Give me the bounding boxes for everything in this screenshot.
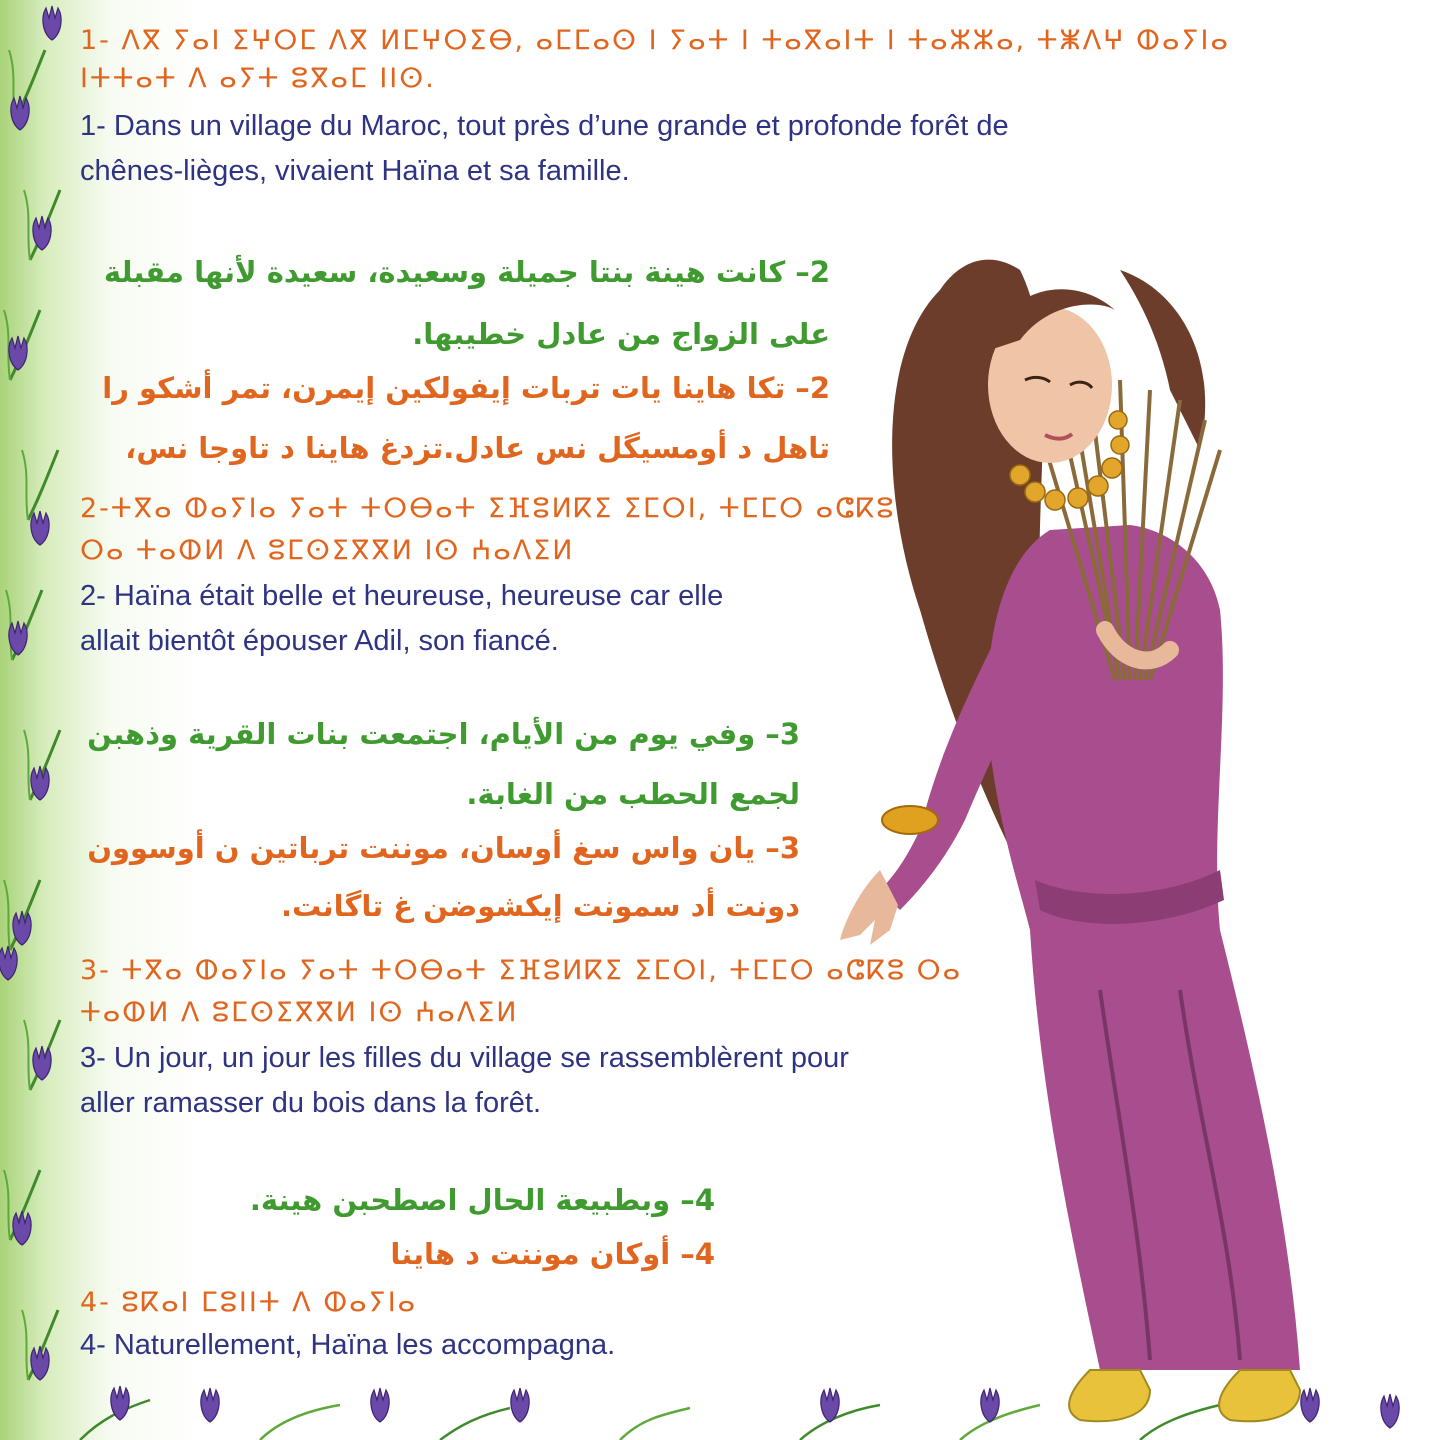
section-3-arabic-orange-line-2: دونت أد سمونت إيكشوضن غ تاگانت. [281, 889, 800, 923]
section-3-arabic-green-line-2: لجمع الحطب من الغابة. [466, 777, 800, 811]
section-1-tifinagh-line-2: ⵏⵜⵜⴰⵜ ⴷ ⴰⵢⵜ ⵓⴳⴰⵎ ⵏⵏⵙ. [80, 63, 436, 94]
section-3-french-line-1: 3- Un jour, un jour les filles du village se rassemblèrent pour [80, 1042, 849, 1074]
section-3-arabic-green-line-1: 3– وفي يوم من الأيام، اجتمعت بنات القرية وذهبن [87, 717, 800, 751]
tulip-icon [0, 6, 61, 1380]
right-shoe [1219, 1370, 1300, 1421]
section-1-tifinagh-line-1: 1- ⴷⴳ ⵢⴰⵏ ⵉⵖⵔⵎ ⴷⴳ ⵍⵎⵖⵔⵉⴱ, ⴰⵎⵎⴰⵙ ⵏ ⵢⴰⵜ ⵏ ⵜⴰⴳⴰⵏⵜ ⵏ ⵜⴰⵣⵣⴰ, ⵜⵥⴷⵖ ⵀⴰⵢⵏⴰ [80, 25, 1230, 56]
section-2-french-line-1: 2- Haïna était belle et heureuse, heureuse car elle [80, 580, 724, 612]
section-2-tifinagh-line-2: ⵔⴰ ⵜⴰⵀⵍ ⴷ ⵓⵎⵙⵉⴳⴳⵍ ⵏⵙ ⵄⴰⴷⵉⵍ [80, 535, 575, 566]
section-2-arabic-green-line-2: على الزواج من عادل خطيبها. [412, 317, 830, 351]
section-1-french-line-2: chênes-lièges, vivaient Haïna et sa famille. [80, 155, 630, 187]
left-shoe [1069, 1370, 1150, 1421]
section-3-french-line-2: aller ramasser du bois dans la forêt. [80, 1087, 541, 1119]
section-2-arabic-green-line-1: 2– كانت هينة بنتا جميلة وسعيدة، سعيدة لأنها مقبلة [103, 255, 830, 289]
section-3-arabic-orange-line-1: 3– يان واس سغ أوسان، موننت ترباتين ن أوسوون [87, 831, 800, 865]
section-2-french-line-2: allait bientôt épouser Adil, son fiancé. [80, 625, 559, 657]
section-3-tifinagh-line-1: 3- ⵜⴳⴰ ⵀⴰⵢⵏⴰ ⵢⴰⵜ ⵜⵔⴱⴰⵜ ⵉⴼⵓⵍⴽⵉ ⵉⵎⵔⵏ, ⵜⵎⵎⵔ ⴰⵛⴽⵓ ⵔⴰ [80, 955, 963, 986]
section-2-arabic-orange-line-1: 2– تكا هاينا يات تربات إيفولكين إيمرن، تمر أشكو را [102, 371, 830, 405]
section-4-arabic-green-line-1: 4– وبطبيعة الحال اصطحبن هينة. [249, 1183, 715, 1217]
section-4-french-line-1: 4- Naturellement, Haïna les accompagna. [80, 1329, 616, 1361]
floral-border-left [0, 0, 70, 1440]
section-3-tifinagh-line-2: ⵜⴰⵀⵍ ⴷ ⵓⵎⵙⵉⴳⴳⵍ ⵏⵙ ⵄⴰⴷⵉⵍ [80, 997, 519, 1028]
section-1-french-line-1: 1- Dans un village du Maroc, tout près d’une grande et profonde forêt de [80, 110, 1009, 142]
section-2-tifinagh-line-1: 2-ⵜⴳⴰ ⵀⴰⵢⵏⴰ ⵢⴰⵜ ⵜⵔⴱⴰⵜ ⵉⴼⵓⵍⴽⵉ ⵉⵎⵔⵏ, ⵜⵎⵎⵔ ⴰⵛⴽⵓ [80, 493, 896, 524]
section-2-arabic-orange-line-2: تاهل د أومسيگل نس عادل.تزدغ هاينا د تاوجا نس، [125, 431, 830, 465]
section-4-tifinagh-line-1: 4- ⵓⴽⴰⵏ ⵎⵓⵏⵏⵜ ⴷ ⵀⴰⵢⵏⴰ [80, 1287, 418, 1318]
section-4-arabic-orange-line-1: 4– أوكان موننت د هاينا [390, 1237, 715, 1271]
woman-carrying-firewood-illustration [820, 230, 1420, 1430]
bracelet [882, 806, 938, 834]
